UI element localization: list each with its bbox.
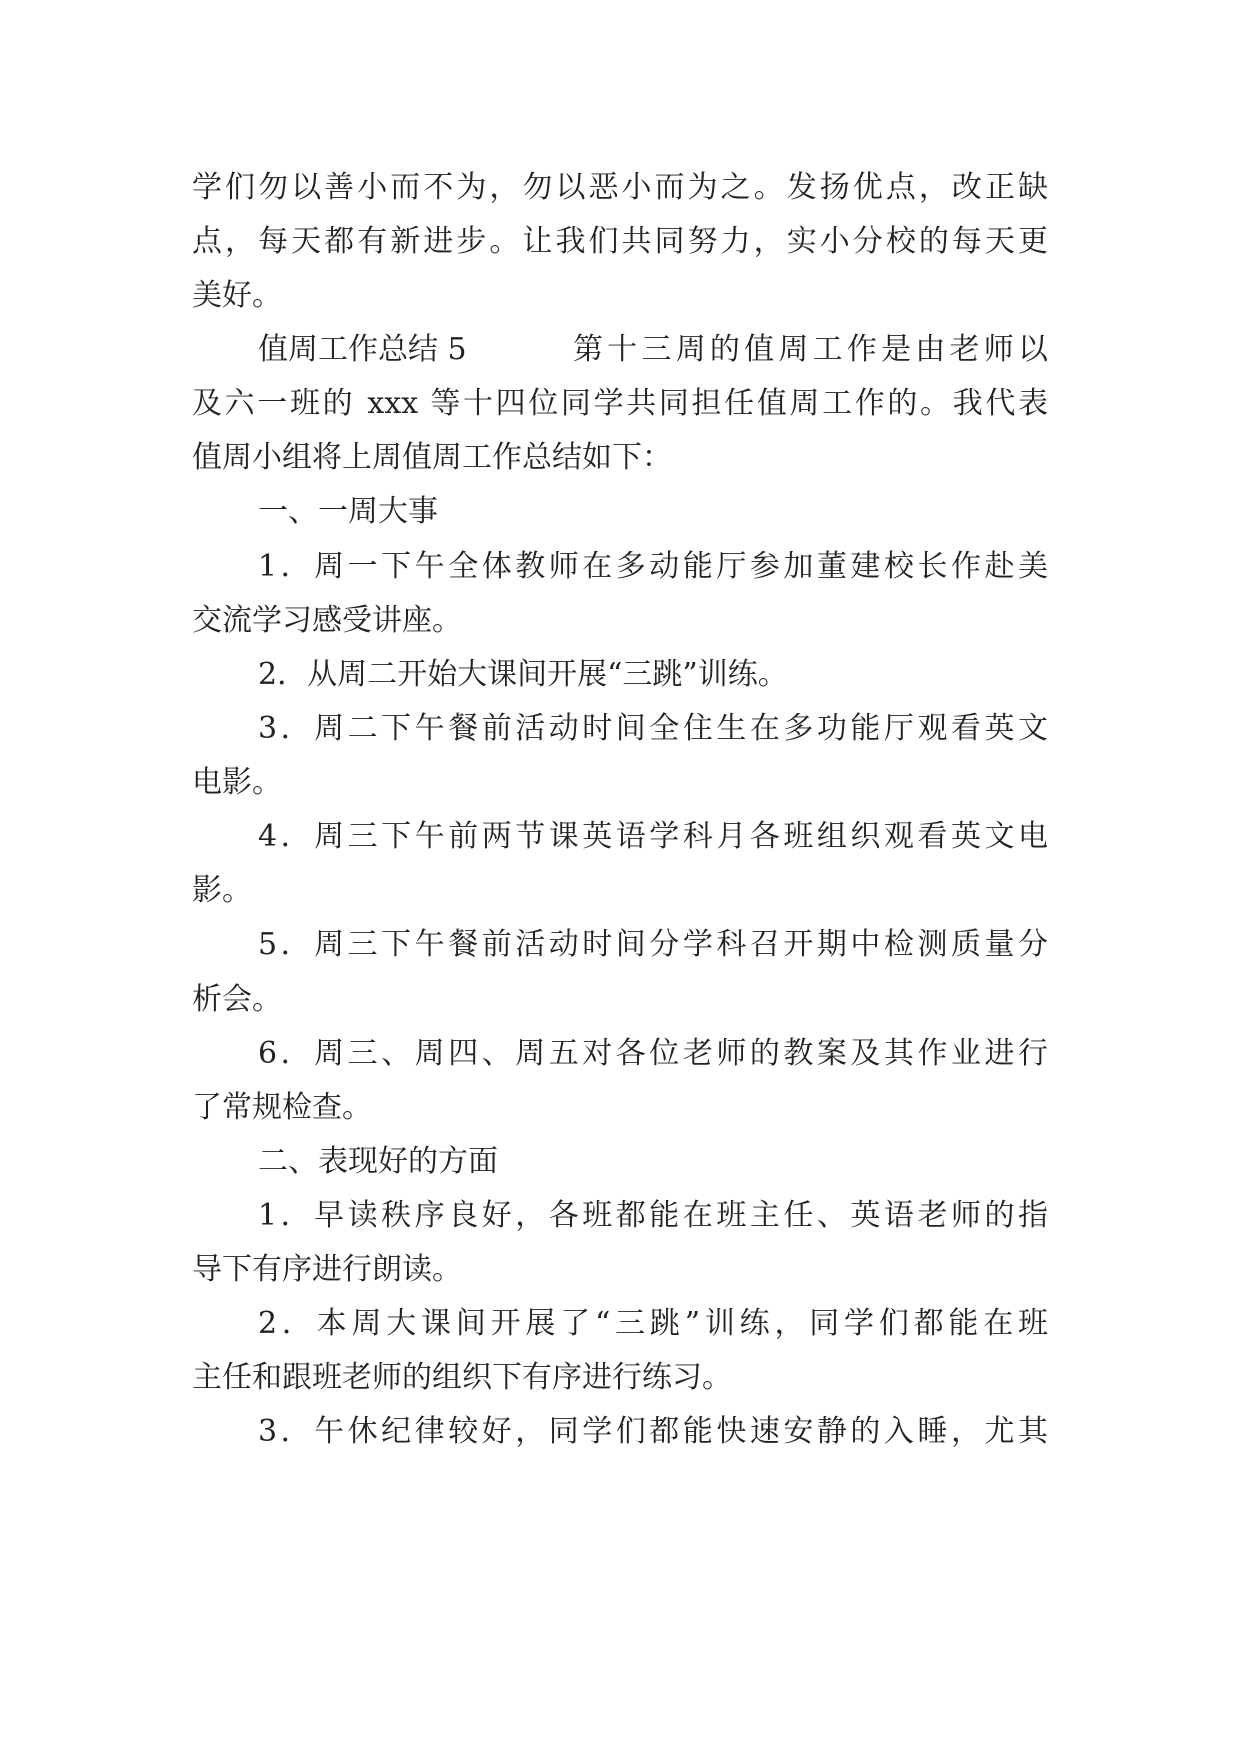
list-item: 1．周一下午全体教师在多动能厅参加董建校长作赴美	[258, 549, 1048, 584]
text-line: 美好。	[192, 278, 282, 313]
text-line: 及六一班的 xxx 等十四位同学共同担任值周工作的。我代表	[192, 386, 1048, 421]
list-item: 6．周三、周四、周五对各位老师的教案及其作业进行	[258, 1036, 1048, 1071]
list-item-continuation: 电影。	[192, 765, 282, 800]
list-item: 2．从周二开始大课间开展“三跳”训练。	[258, 657, 788, 692]
text-line: 值周小组将上周值周工作总结如下：	[192, 440, 672, 475]
section-title: 二、表现好的方面	[258, 1144, 498, 1179]
list-item-continuation: 析会。	[192, 982, 282, 1017]
list-item: 4．周三下午前两节课英语学科月各班组织观看英文电	[258, 819, 1048, 854]
list-item: 2．本周大课间开展了“三跳”训练，同学们都能在班	[258, 1306, 1048, 1341]
list-item-continuation: 导下有序进行朗读。	[192, 1252, 462, 1287]
list-item-continuation: 了常规检查。	[192, 1090, 372, 1125]
list-item: 5．周三下午餐前活动时间分学科召开期中检测质量分	[258, 927, 1048, 962]
list-item: 1．早读秩序良好，各班都能在班主任、英语老师的指	[258, 1198, 1048, 1233]
section-title: 一、一周大事	[258, 494, 438, 529]
text-line: 学们勿以善小而不为，勿以恶小而为之。发扬优点，改正缺	[192, 170, 1048, 205]
list-item: 3．午休纪律较好，同学们都能快速安静的入睡，尤其	[258, 1414, 1048, 1449]
list-item-continuation: 影。	[192, 873, 252, 908]
text-line: 点，每天都有新进步。让我们共同努力，实小分校的每天更	[192, 224, 1048, 259]
text-line: 第十三周的值周工作是由老师以	[573, 332, 1048, 367]
list-item-continuation: 主任和跟班老师的组织下有序进行练习。	[192, 1360, 732, 1395]
section-heading: 值周工作总结 5	[258, 332, 467, 367]
list-item: 3．周二下午餐前活动时间全住生在多功能厅观看英文	[258, 711, 1048, 746]
list-item-continuation: 交流学习感受讲座。	[192, 603, 462, 638]
